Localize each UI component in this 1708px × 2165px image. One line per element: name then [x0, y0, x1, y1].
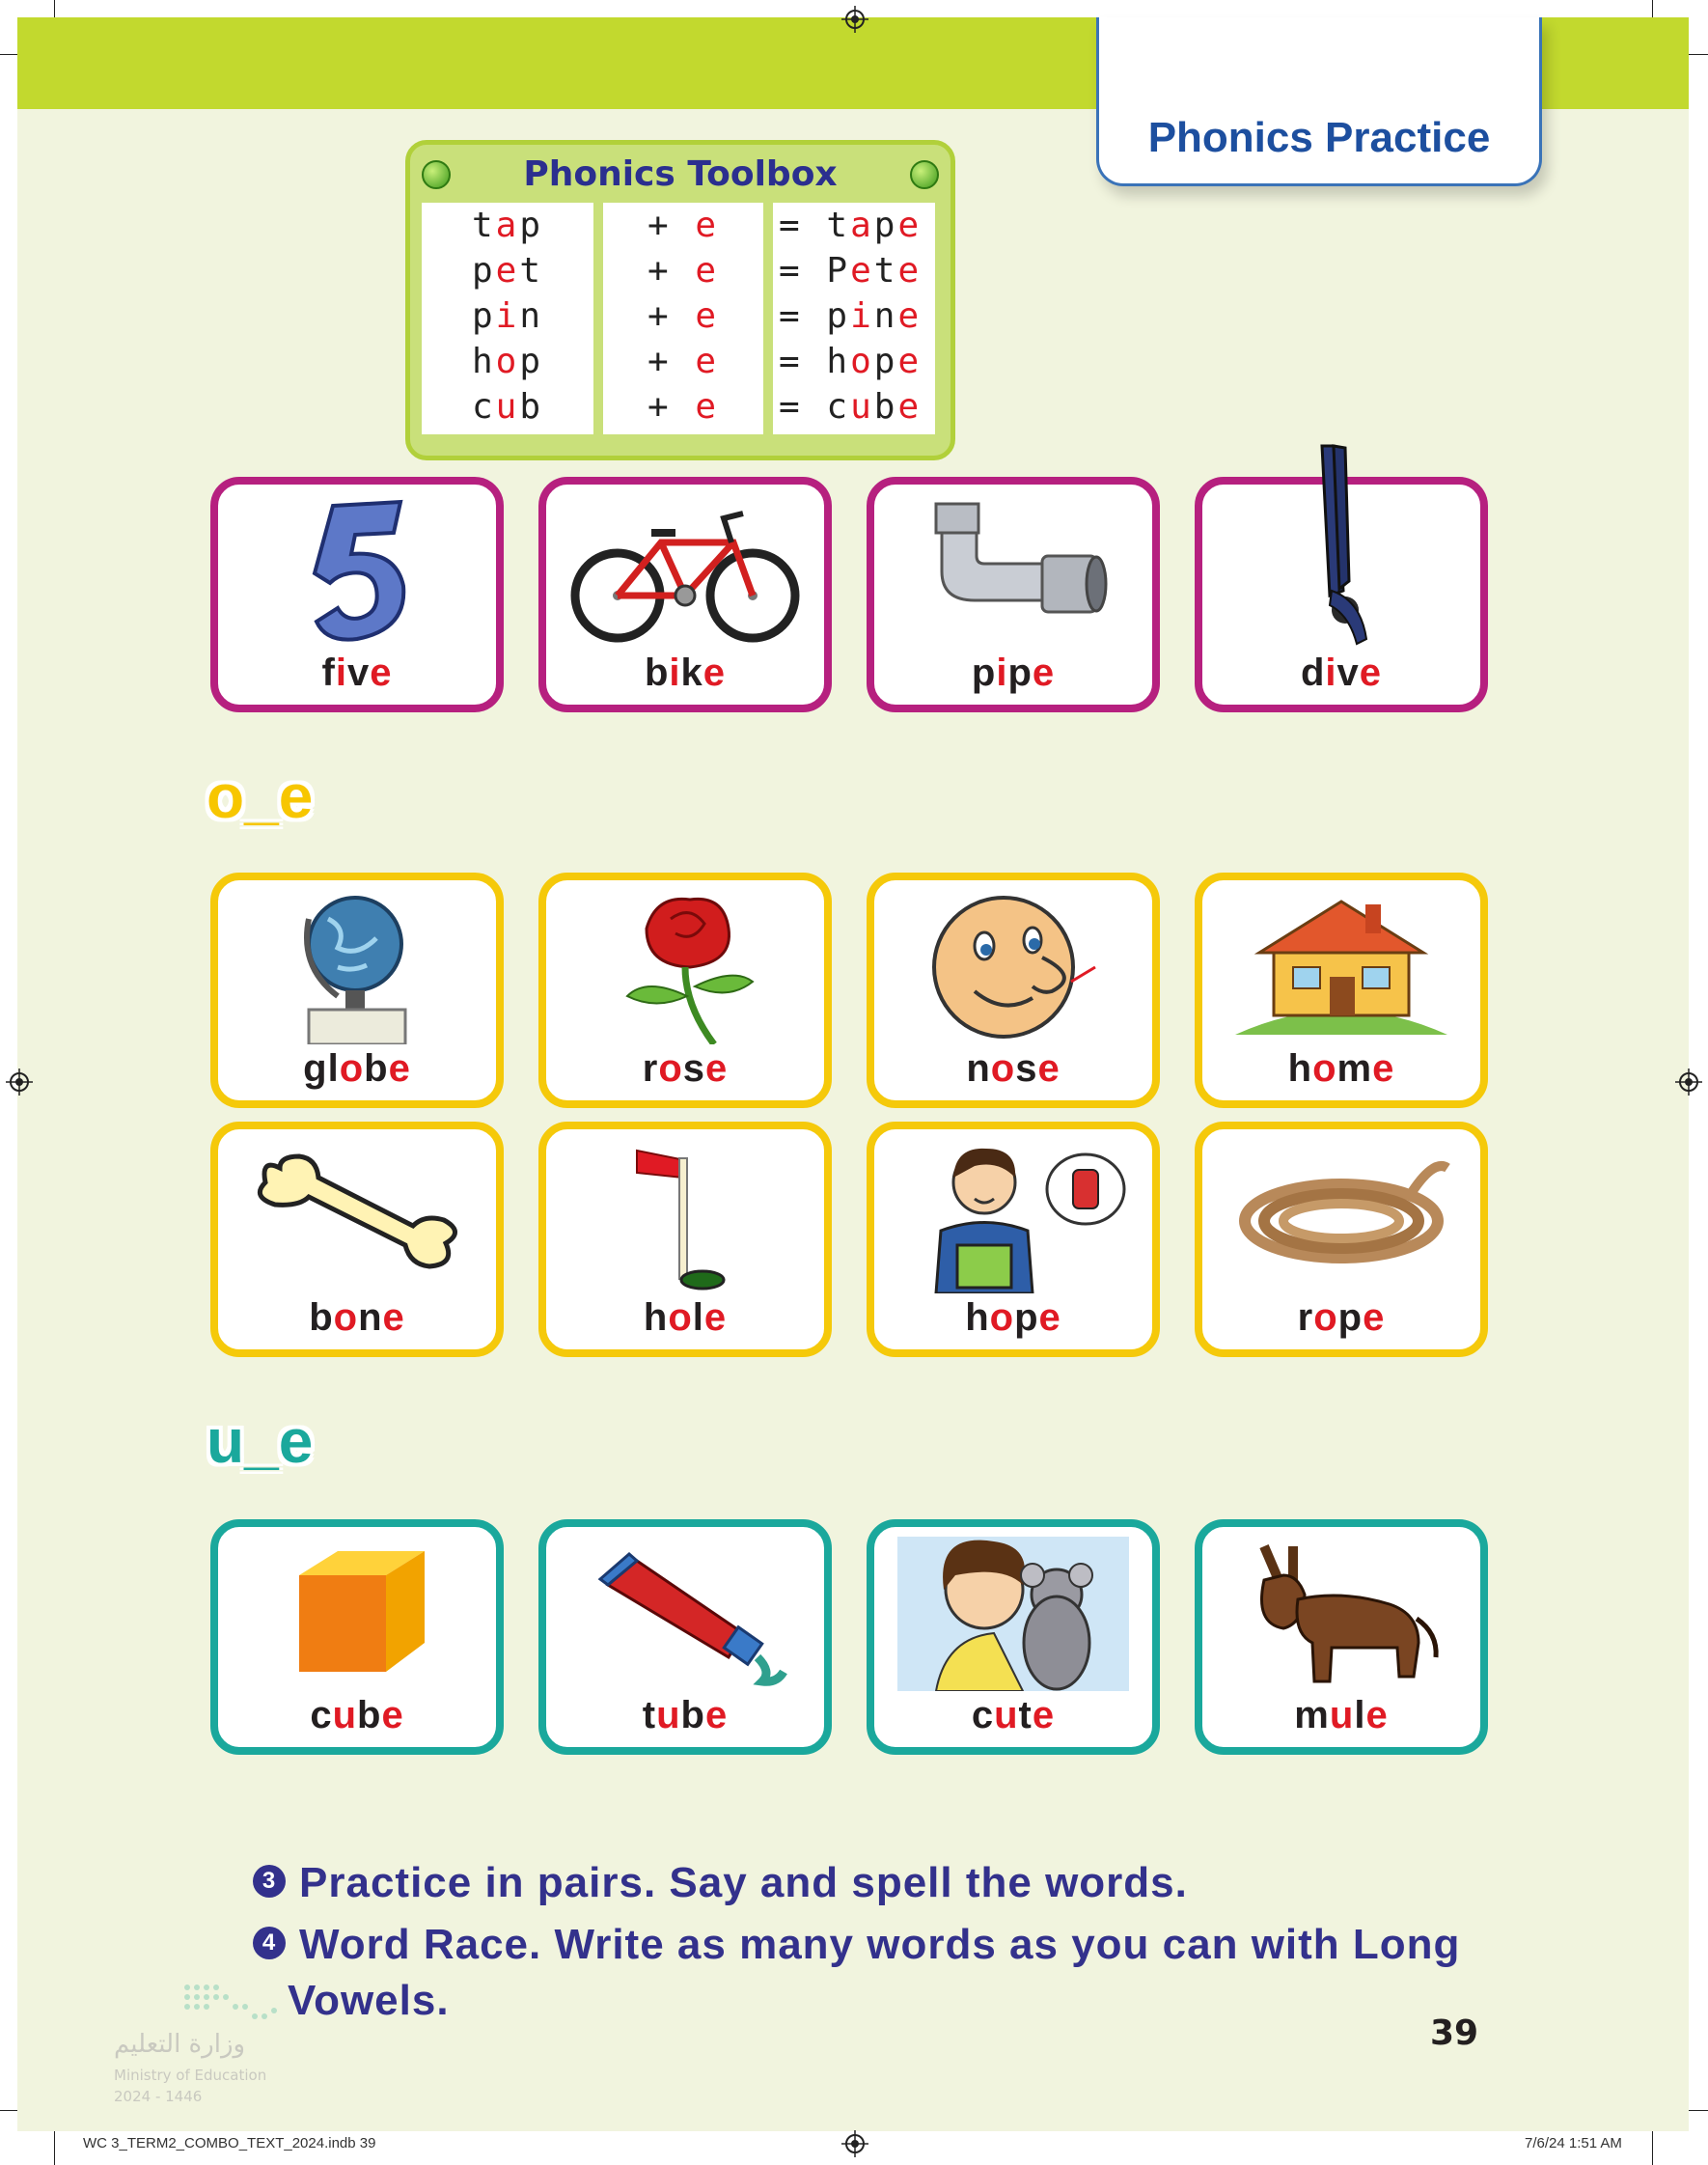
diver-icon: [1226, 398, 1457, 649]
word-card-globe: [210, 873, 504, 1108]
instruction-4-continued: [288, 1977, 450, 2025]
girl-koala-icon: [897, 1537, 1129, 1691]
word-label: cute: [971, 1694, 1056, 1736]
word-label: bone: [309, 1296, 405, 1339]
toolbox-row: cub: [471, 387, 544, 427]
instruction-number: 3: [253, 1865, 286, 1898]
cube-icon: [241, 1537, 473, 1691]
footer-timestamp: 7/6/24 1:51 AM: [1525, 2135, 1622, 2151]
word-label: rope: [1297, 1296, 1386, 1339]
toolbox-row: tap: [471, 206, 544, 245]
word-card-cute: [867, 1519, 1160, 1755]
word-label: hole: [643, 1296, 728, 1339]
word-label: globe: [303, 1047, 411, 1090]
toolbox-row: = Pete: [779, 251, 923, 291]
mule-icon: [1226, 1537, 1457, 1691]
word-label: mule: [1294, 1694, 1389, 1736]
ministry-english: Ministry of Education: [114, 2067, 267, 2084]
word-label: rose: [642, 1047, 729, 1090]
rose-icon: [569, 890, 801, 1044]
ministry-year: 2024 - 1446: [114, 2088, 203, 2105]
toolbox-row: pet: [471, 251, 544, 291]
toolbox-row: + e: [647, 206, 720, 245]
instruction-4: [253, 1921, 1460, 1969]
number-five-icon: [241, 494, 473, 649]
word-label: pipe: [971, 652, 1056, 694]
house-icon: [1226, 890, 1457, 1044]
word-label: cube: [310, 1694, 404, 1736]
golf-hole-icon: [569, 1139, 801, 1293]
word-label: tube: [642, 1694, 729, 1736]
word-card-rope: [1195, 1122, 1488, 1357]
word-card-hope: [867, 1122, 1160, 1357]
word-card-tube: [538, 1519, 832, 1755]
instruction-3: [253, 1859, 1188, 1907]
word-card-cube: [210, 1519, 504, 1755]
registration-mark-icon: [841, 6, 868, 33]
word-label: nose: [966, 1047, 1061, 1090]
toolbox-results: [773, 203, 935, 434]
crop-mark: [1652, 2126, 1653, 2165]
section-heading-oe: o_e: [207, 762, 314, 831]
pipe-icon: [897, 494, 1129, 649]
instruction-text: Practice in pairs. Say and spell the words.: [299, 1859, 1188, 1906]
toolbox-row: + e: [647, 296, 720, 336]
instruction-text: Word Race. Write as many words as you can with Long: [299, 1921, 1461, 1968]
toolbox-row: = hope: [779, 342, 923, 381]
toolbox-title: Phonics Toolbox: [523, 154, 838, 194]
bone-icon: [241, 1139, 473, 1293]
word-card-dive: [1195, 477, 1488, 712]
toolbox-row: + e: [647, 387, 720, 427]
toolbox-row: pin: [471, 296, 544, 336]
word-label: dive: [1300, 652, 1383, 694]
instruction-number: 4: [253, 1927, 286, 1959]
registration-mark-icon: [1675, 1069, 1702, 1096]
ministry-arabic: وزارة التعليم: [114, 2030, 246, 2059]
crop-mark: [54, 2126, 55, 2165]
word-card-bone: [210, 1122, 504, 1357]
ministry-dots-icon: [181, 1982, 288, 2024]
toolbox-row: = pine: [779, 296, 923, 336]
word-label: hope: [965, 1296, 1061, 1339]
word-card-mule: [1195, 1519, 1488, 1755]
bicycle-icon: [569, 494, 801, 649]
phonics-toolbox: [405, 140, 955, 460]
toolbox-row: + e: [647, 342, 720, 381]
boy-hoping-icon: [897, 1139, 1129, 1293]
word-card-rose: [538, 873, 832, 1108]
word-label: bike: [644, 652, 727, 694]
header-tab: [1096, 17, 1542, 186]
face-nose-icon: [897, 890, 1129, 1044]
rope-icon: [1226, 1139, 1457, 1293]
word-card-hole: [538, 1122, 832, 1357]
word-label: home: [1287, 1047, 1395, 1090]
footer-file-info: WC 3_TERM2_COMBO_TEXT_2024.indb 39: [83, 2135, 376, 2151]
toolbox-plus-e: [603, 203, 763, 434]
word-card-nose: [867, 873, 1160, 1108]
toolbox-row: = tape: [779, 206, 923, 245]
registration-mark-icon: [6, 1069, 33, 1096]
toolbox-row: hop: [471, 342, 544, 381]
registration-mark-icon: [841, 2130, 868, 2157]
toolbox-row: = cube: [779, 387, 923, 427]
toolbox-base-words: [422, 203, 593, 434]
section-heading-ue: u_e: [207, 1406, 314, 1476]
word-card-pipe: [867, 477, 1160, 712]
page: [17, 17, 1689, 2131]
instruction-text: Vowels.: [288, 1977, 450, 2024]
globe-icon: [241, 890, 473, 1044]
word-card-bike: [538, 477, 832, 712]
page-number: 39: [1430, 2013, 1479, 2053]
word-label: five: [321, 652, 393, 694]
page-title: Phonics Practice: [1147, 114, 1491, 161]
tube-icon: [569, 1537, 801, 1691]
toolbox-row: + e: [647, 251, 720, 291]
word-card-five: [210, 477, 504, 712]
word-card-home: [1195, 873, 1488, 1108]
